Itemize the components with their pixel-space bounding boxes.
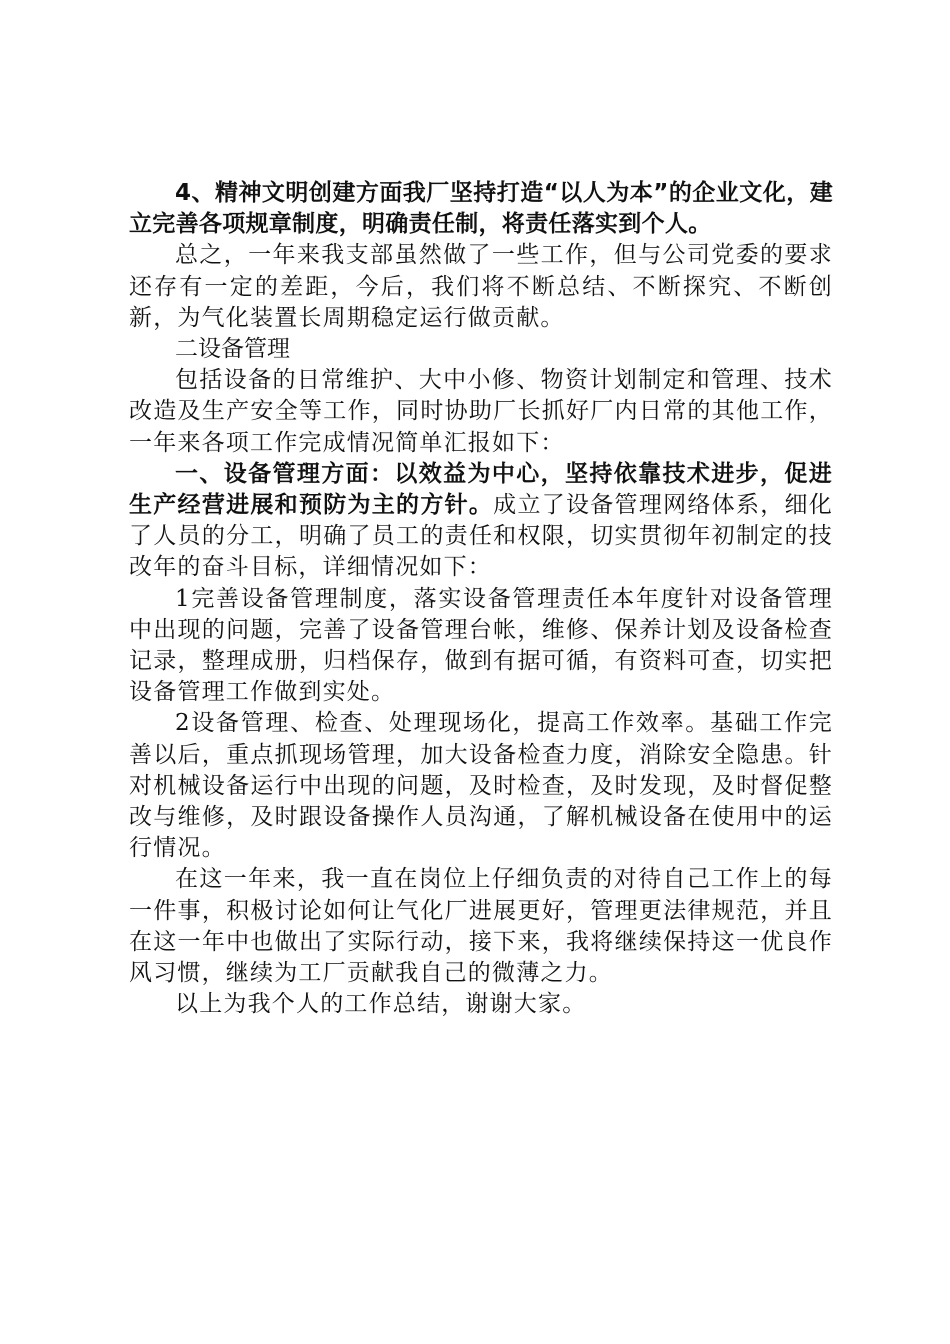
equipment-policy-body: 成立了设备管理网络体系，细化了人员的分工，明确了员工的责任和权限，切实贯彻年初制定的技改年的奋斗目标，详细情况如下：: [129, 492, 833, 581]
paragraph-item-1: 1完善设备管理制度，落实设备管理责任本年度针对设备管理中出现的问题，完善了设备管理台帐，维修、保养计划及设备检查记录，整理成册，归档保存，做到有据可循，有资料可查，切实把设备管理工作做到实处。: [129, 585, 833, 706]
paragraph-item-2: 2设备管理、检查、处理现场化，提高工作效率。基础工作完善以后，重点抓现场管理，加大设备检查力度，消除安全隐患。针对机械设备运行中出现的问题，及时检查，及时发现，及时督促整改与维修，及时跟设备操作人员沟通，了解机械设备在使用中的运行情况。: [129, 710, 833, 862]
paragraph-equipment-policy: [129, 459, 833, 584]
paragraph-equipment-scope: 包括设备的日常维护、大中小修、物资计划制定和管理、技术改造及生产安全等工作，同时协助厂长抓好厂内日常的其他工作，一年来各项工作完成情况简单汇报如下：: [129, 367, 833, 456]
paragraph-closing: 以上为我个人的工作总结，谢谢大家。: [175, 991, 587, 1018]
document-body: [129, 178, 833, 1020]
paragraph-spiritual-civilization: 4、精神文明创建方面我厂坚持打造“以人为本”的企业文化，建立完善各项规章制度，明确责任制，将责任落实到个人。: [129, 180, 833, 238]
section-heading-equipment-management: 二设备管理: [175, 336, 290, 363]
paragraph-summary: 总之，一年来我支部虽然做了一些工作，但与公司党委的要求还存有一定的差距，今后，我们将不断总结、不断探究、不断创新，为气化装置长周期稳定运行做贡献。: [129, 242, 833, 331]
equipment-policy-lead: 一、设备管理方面：以效益为中心，坚持依靠技术进步，促进生产经营进展和预防为主的方针。: [129, 460, 833, 519]
paragraph-personal-reflection: 在这一年来，我一直在岗位上仔细负责的对待自己工作上的每一件事，积极讨论如何让气化厂进展更好，管理更法律规范，并且在这一年中也做出了实际行动，接下来，我将继续保持这一优良作风习惯，继续为工厂贡献我自己的微薄之力。: [129, 866, 833, 987]
